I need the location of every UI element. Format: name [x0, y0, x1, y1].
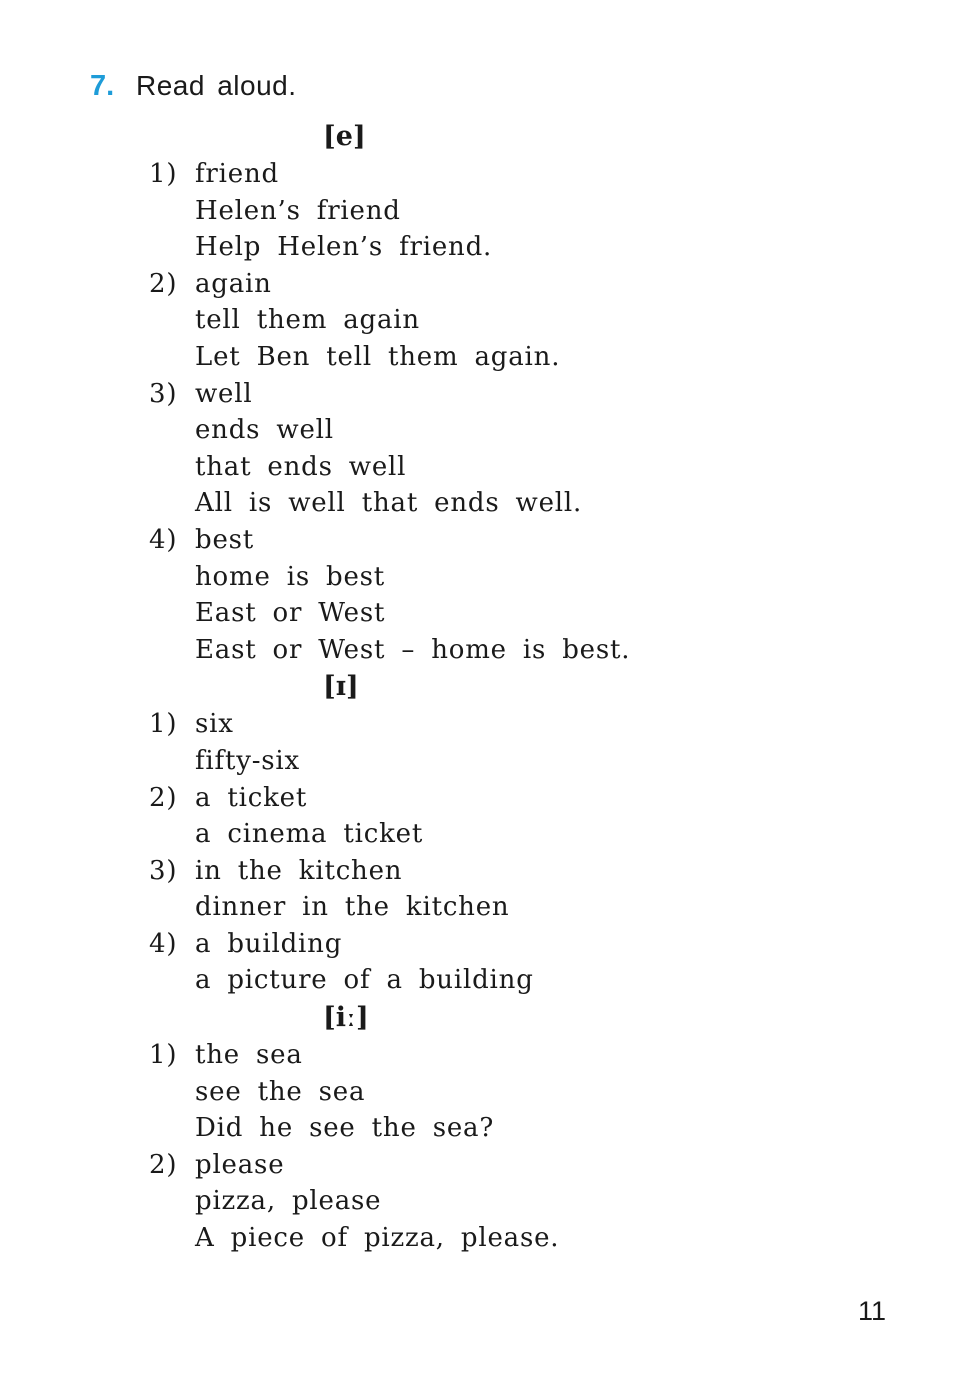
- item-line: [0, 706, 975, 743]
- item-number: 3): [149, 855, 178, 886]
- list-item: [0, 376, 975, 522]
- phrase-text: home is best: [195, 561, 386, 592]
- item-number: 4): [149, 524, 178, 555]
- phrase-text: A piece of pizza, please.: [195, 1223, 560, 1254]
- phrase-text: dinner in the kitchen: [195, 892, 510, 923]
- list-item: [0, 1037, 975, 1147]
- exercise-instruction: Read aloud.: [136, 70, 297, 101]
- item-line: [0, 1110, 975, 1147]
- item-line: [0, 595, 975, 632]
- item-line: [0, 412, 975, 449]
- sound-heading: [ɪ]: [323, 671, 359, 703]
- sound-section: [0, 668, 975, 999]
- item-line: [0, 780, 975, 817]
- sound-heading: [iː]: [323, 1002, 369, 1034]
- item-line: [0, 485, 975, 522]
- phrase-text: East or West: [195, 598, 386, 629]
- item-number: 2): [149, 1149, 178, 1180]
- phrase-text: a cinema ticket: [195, 819, 424, 850]
- item-line: [0, 449, 975, 486]
- exercise-header: [90, 70, 297, 106]
- phrase-text: best: [195, 524, 255, 555]
- item-line: [0, 853, 975, 890]
- phrase-text: the sea: [195, 1040, 303, 1071]
- sound-heading: [e]: [323, 121, 366, 152]
- item-line: [0, 156, 975, 193]
- item-line: [0, 559, 975, 596]
- item-line: [0, 229, 975, 266]
- phrase-text: well: [195, 378, 253, 409]
- exercise-content: [0, 118, 975, 1257]
- item-number: 2): [149, 782, 178, 813]
- list-item: [0, 780, 975, 853]
- list-item: [0, 266, 975, 376]
- list-item: [0, 1147, 975, 1257]
- list-item: [0, 706, 975, 779]
- item-number: 1): [149, 159, 178, 189]
- phrase-text: again: [195, 268, 272, 299]
- sound-section: [0, 118, 975, 668]
- phrase-text: Helen’s friend: [195, 195, 401, 226]
- item-line: [0, 889, 975, 926]
- phrase-text: please: [195, 1149, 285, 1180]
- item-line: [0, 743, 975, 780]
- item-line: [0, 1074, 975, 1111]
- item-line: [0, 926, 975, 963]
- item-number: 2): [149, 268, 178, 299]
- item-line: [0, 522, 975, 559]
- item-line: [0, 266, 975, 303]
- list-item: [0, 926, 975, 999]
- phrase-text: a ticket: [195, 782, 308, 813]
- phrase-text: Let Ben tell them again.: [195, 341, 561, 372]
- list-item: [0, 853, 975, 926]
- item-number: 1): [149, 1040, 178, 1071]
- item-line: [0, 1183, 975, 1220]
- item-line: [0, 376, 975, 413]
- exercise-number: 7.: [90, 70, 115, 102]
- phrase-text: pizza, please: [195, 1186, 382, 1217]
- phrase-text: East or West – home is best.: [195, 634, 631, 665]
- item-line: [0, 302, 975, 339]
- phrase-text: Did he see the sea?: [195, 1113, 495, 1144]
- item-line: [0, 816, 975, 853]
- item-line: [0, 632, 975, 669]
- list-item: [0, 156, 975, 266]
- item-line: [0, 1037, 975, 1074]
- phrase-text: friend: [195, 159, 279, 189]
- item-number: 1): [149, 709, 178, 740]
- sound-section: [0, 999, 975, 1257]
- phrase-text: tell them again: [195, 305, 420, 336]
- item-line: [0, 962, 975, 999]
- item-line: [0, 193, 975, 230]
- page-number: 11: [858, 1296, 887, 1326]
- phrase-text: a picture of a building: [195, 965, 534, 996]
- item-number: 4): [149, 928, 178, 959]
- phrase-text: six: [195, 709, 234, 740]
- item-line: [0, 1147, 975, 1184]
- phrase-text: ends well: [195, 415, 334, 446]
- phrase-text: All is well that ends well.: [195, 488, 583, 519]
- phrase-text: that ends well: [195, 451, 407, 482]
- phrase-text: fifty-six: [195, 745, 301, 776]
- phrase-text: Help Helen’s friend.: [195, 232, 493, 263]
- list-item: [0, 522, 975, 668]
- item-number: 3): [149, 378, 178, 409]
- phrase-text: in the kitchen: [195, 855, 403, 886]
- item-line: [0, 1220, 975, 1257]
- phrase-text: a building: [195, 928, 343, 959]
- phrase-text: see the sea: [195, 1076, 366, 1107]
- item-line: [0, 339, 975, 376]
